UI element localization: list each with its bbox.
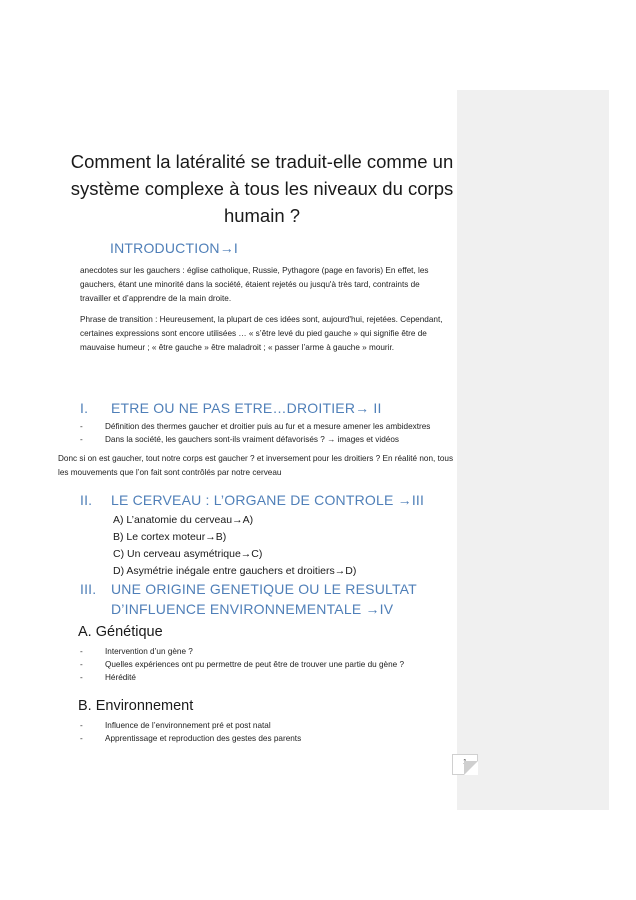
list-item	[80, 732, 301, 745]
document-title: Comment la latéralité se traduit-elle comme un système complexe à tous les niveaux du corps humain ?	[70, 151, 454, 226]
page-number-box	[452, 754, 478, 775]
section-1-bullets	[80, 420, 430, 446]
list-item-text: Hérédité	[105, 673, 136, 682]
list-item	[80, 671, 404, 684]
section-2-title: LE CERVEAU : L’ORGANE DE CONTROLE →III	[111, 492, 425, 508]
subsection-item: A) L’anatomie du cerveau→A)	[113, 514, 254, 526]
bullet-dash: -	[80, 435, 83, 444]
list-item	[80, 645, 404, 658]
bullet-dash: -	[80, 673, 83, 682]
list-item-text: Intervention d’un gène ?	[105, 647, 193, 656]
bullet-dash: -	[80, 422, 83, 431]
bullet-dash: -	[80, 734, 83, 743]
section-2-subsections	[113, 512, 356, 580]
transition-paragraph: Donc si on est gaucher, tout notre corps est gaucher ? et inversement pour les droitiers ? En réalité non, tous les mouvements que l’on fait sont contrôlés par notre cerveau	[58, 454, 454, 477]
genetique-heading: A. Génétique	[78, 624, 163, 640]
list-item	[80, 420, 430, 433]
list-item-text: Définition des thermes gaucher et droitier puis au fur et a mesure amener les ambidextres	[105, 422, 431, 431]
section-3-heading	[80, 581, 450, 621]
genetique-bullets	[80, 645, 404, 684]
section-1-number: I.	[80, 400, 89, 416]
section-2-number: II.	[80, 492, 93, 508]
list-item	[80, 658, 404, 671]
bullet-dash: -	[80, 721, 83, 730]
section-3-title-line-1: UNE ORIGINE GENETIQUE OU LE RESULTAT	[111, 581, 417, 597]
environnement-heading: B. Environnement	[78, 698, 194, 714]
subsection-item: C) Un cerveau asymétrique→C)	[113, 548, 263, 560]
intro-paragraph-2: Phrase de transition : Heureusement, la plupart de ces idées sont, aujourd'hui, rejetées. Cependant, certaines expressions sont encore utilisées … « s’être levé du pied gauche » qui signifie être de mauvaise humeur ; « être gauche » être maladroit ; « passer l’arme à gauche » mourir.	[80, 315, 443, 352]
section-2-heading	[80, 492, 450, 512]
page-number: 1	[463, 759, 467, 766]
bullet-dash: -	[80, 647, 83, 656]
list-item-text: Quelles expériences ont pu permettre de peut être de trouver une partie du gène ?	[105, 660, 405, 669]
section-3-number: III.	[80, 581, 97, 597]
bullet-dash: -	[80, 660, 83, 669]
list-item	[80, 719, 301, 732]
environnement-bullets	[80, 719, 301, 745]
subsection-item: D) Asymétrie inégale entre gauchers et droitiers→D)	[113, 565, 357, 577]
list-item-text: Influence de l’environnement pré et post natal	[105, 721, 271, 730]
list-item-text: Apprentissage et reproduction des gestes des parents	[105, 734, 302, 743]
section-1-heading	[80, 400, 450, 420]
page-fold-icon	[464, 761, 478, 775]
section-1-title: ETRE OU NE PAS ETRE…DROITIER→ II	[111, 400, 382, 416]
list-item	[80, 433, 430, 446]
intro-paragraph-1: anecdotes sur les gauchers : église catholique, Russie, Pythagore (page en favoris) En effet, les gauchers, étant une minorité dans la société, étaient rejetés ou jusqu'à très tard, contraints de travailler et d’apprendre de la main droite.	[80, 266, 429, 303]
section-3-title-line-2: D’INFLUENCE ENVIRONNEMENTALE →IV	[111, 601, 394, 617]
subsection-item: B) Le cortex moteur→B)	[113, 531, 227, 543]
comment-pane	[457, 90, 609, 810]
intro-heading: INTRODUCTION→I	[110, 240, 239, 256]
list-item-text: Dans la société, les gauchers sont-ils vraiment défavorisés ? → images et vidéos	[105, 435, 399, 444]
